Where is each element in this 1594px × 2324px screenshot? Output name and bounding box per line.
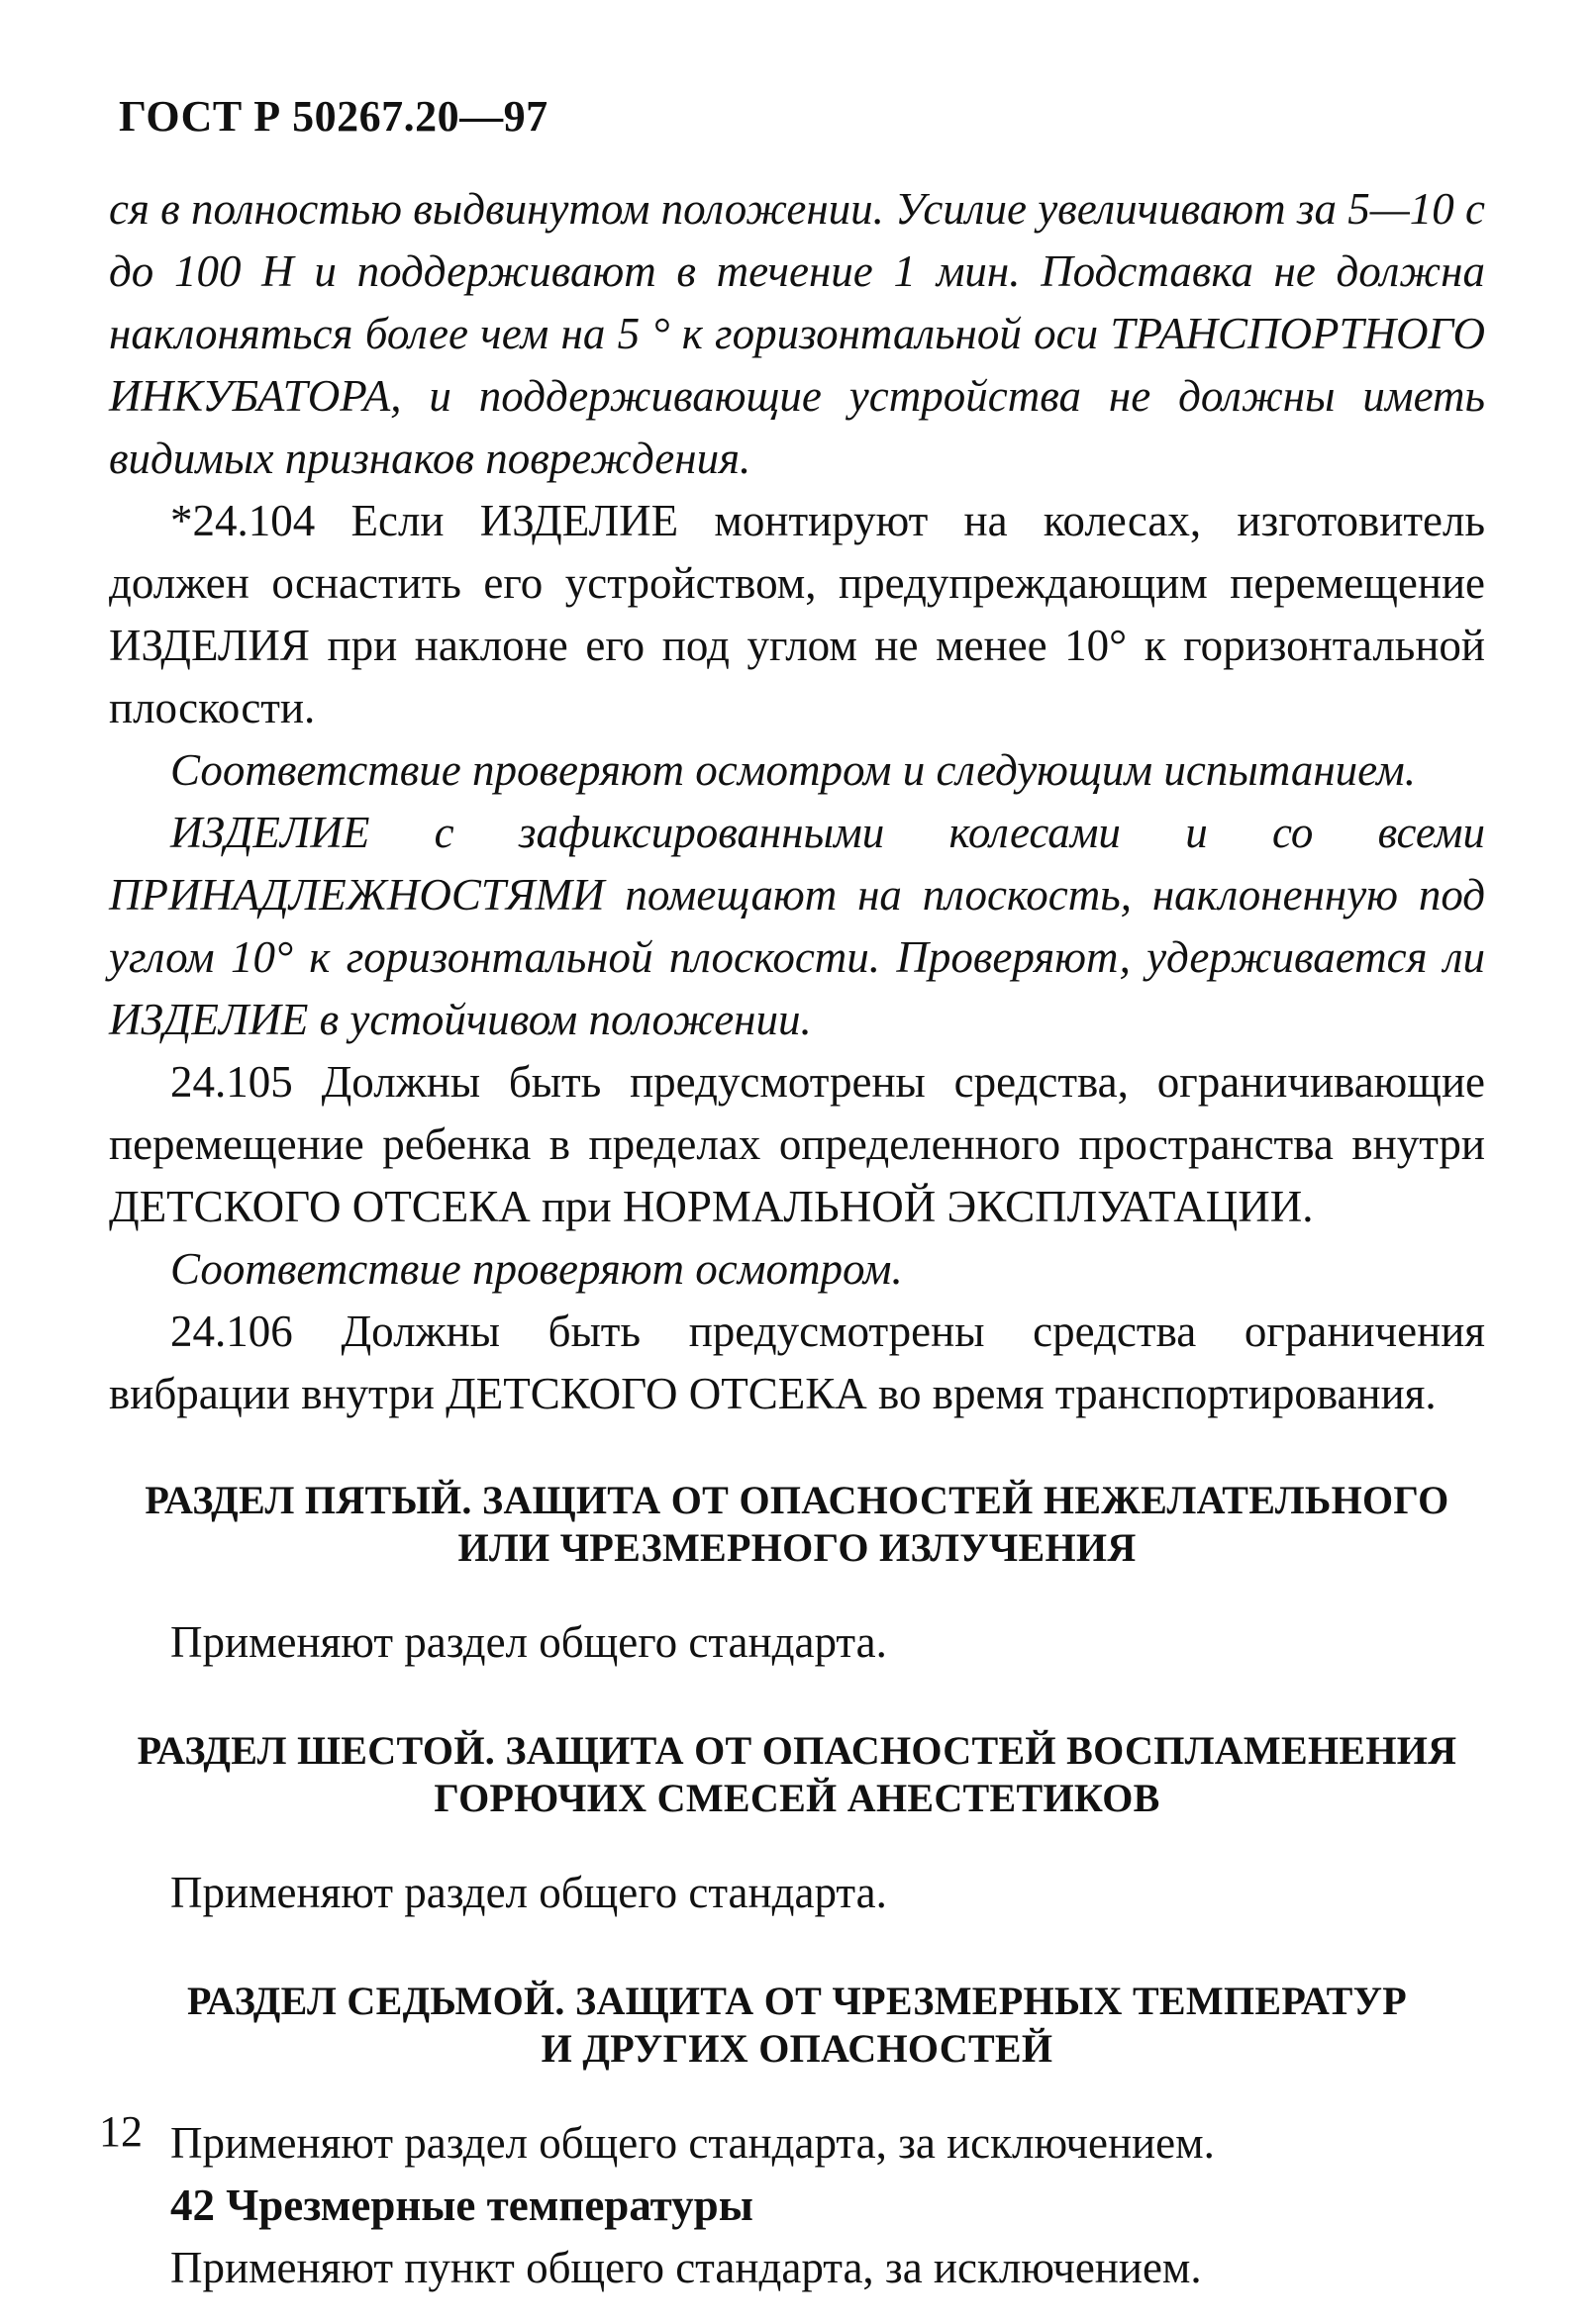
item-42-body: Применяют пункт общего стандарта, за исключением. [170,2243,1202,2292]
section-seven-title-line1: РАЗДЕЛ СЕДЬМОЙ. ЗАЩИТА ОТ ЧРЕЗМЕРНЫХ ТЕМПЕРАТУР [186,1979,1408,2023]
paragraph-continuation: ся в полностью выдвинутом положении. Усилие увеличивают за 5—10 с до 100 Н и поддерживают в течение 1 мин. Подставка не должна наклоняться более чем на 5 ° к горизонтальной оси ТРАНСПОРТНОГО ИНКУБАТОРА, и поддерживающие устройства не должны иметь видимых признаков повреждения. [109,184,1485,483]
paragraph-test-description: ИЗДЕЛИЕ с зафиксированными колесами и со всеми ПРИНАДЛЕЖНОСТЯМИ помещают на плоскость, наклоненную под углом 10° к горизонтальной плоскости. Проверяют, удерживается ли ИЗДЕЛИЕ в устойчивом положении. [109,808,1485,1044]
paragraph-24-104: *24.104 Если ИЗДЕЛИЕ монтируют на колесах, изготовитель должен оснастить его устройством, предупреждающим перемещение ИЗДЕЛИЯ при наклоне его под углом не менее 10° к горизонтальной плоскости. [109,496,1485,732]
section-six-title [109,1727,1485,1822]
section-five-title-line1: РАЗДЕЛ ПЯТЫЙ. ЗАЩИТА ОТ ОПАСНОСТЕЙ НЕЖЕЛАТЕЛЬНОГО [145,1478,1449,1522]
paragraph-24-106: 24.106 Должны быть предусмотрены средства ограничения вибрации внутри ДЕТСКОГО ОТСЕКА во время транспортирования. [109,1307,1485,1418]
section-seven-title [109,1978,1485,2073]
section-six-body: Применяют раздел общего стандарта. [170,1868,887,1917]
document-body [109,178,1485,2299]
standard-code-header: ГОСТ Р 50267.20—97 [119,92,548,141]
section-five-title-line2: ИЛИ ЧРЕЗМЕРНОГО ИЗЛУЧЕНИЯ [457,1525,1137,1570]
item-42-heading: 42 Чрезмерные температуры [170,2180,753,2230]
section-seven-body: Применяют раздел общего стандарта, за исключением. [170,2118,1215,2168]
section-seven-title-line2: И ДРУГИХ ОПАСНОСТЕЙ [541,2026,1053,2071]
paragraph-24-105: 24.105 Должны быть предусмотрены средства, ограничивающие перемещение ребенка в пределах определенного пространства внутри ДЕТСКОГО ОТСЕКА при НОРМАЛЬНОЙ ЭКСПЛУАТАЦИИ. [109,1057,1485,1231]
paragraph-compliance-inspection: Соответствие проверяют осмотром. [170,1244,903,1294]
section-six-title-line2: ГОРЮЧИХ СМЕСЕЙ АНЕСТЕТИКОВ [434,1776,1160,1820]
section-five-title [109,1477,1485,1572]
paragraph-compliance-check: Соответствие проверяют осмотром и следующим испытанием. [170,745,1416,795]
section-six-title-line1: РАЗДЕЛ ШЕСТОЙ. ЗАЩИТА ОТ ОПАСНОСТЕЙ ВОСПЛАМЕНЕНИЯ [137,1728,1457,1773]
section-five-body: Применяют раздел общего стандарта. [170,1617,887,1667]
page-number: 12 [99,2107,143,2156]
